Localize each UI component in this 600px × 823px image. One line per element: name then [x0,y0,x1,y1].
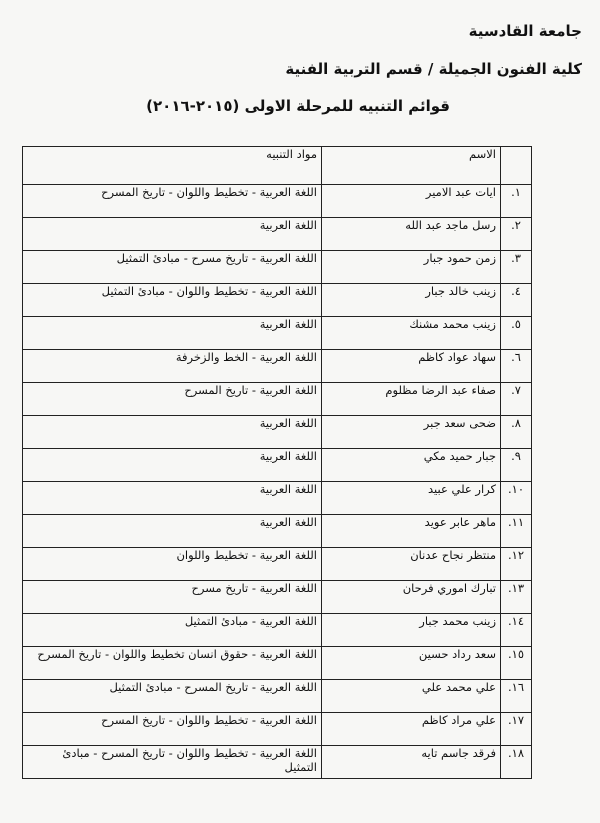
table-row [23,581,532,614]
row-number: .٨ [501,416,532,449]
table-row [23,383,532,416]
row-number: .١٦ [501,680,532,713]
number-column-header [501,147,532,185]
row-number: .١١ [501,515,532,548]
row-number: .١٠ [501,482,532,515]
warning-subjects: اللغة العربية - تخطيط واللوان [23,548,322,581]
student-name: فرقد جاسم تايه [322,746,501,779]
student-name: كرار علي عبيد [322,482,501,515]
table-row [23,185,532,218]
table-row [23,350,532,383]
warning-subjects: اللغة العربية [23,416,322,449]
warning-subjects: اللغة العربية - مبادئ التمثيل [23,614,322,647]
student-name: زمن حمود جبار [322,251,501,284]
list-title: قوائم التنبيه للمرحلة الاولى (٢٠١٥-٢٠١٦) [146,97,450,115]
warning-subjects: اللغة العربية - تخطيط واللوان - تاريخ المسرح [23,185,322,218]
warning-subjects: اللغة العربية - تاريخ المسرح - مبادئ التمثيل [23,680,322,713]
table-row [23,482,532,515]
student-name: ايات عبد الامير [322,185,501,218]
table-row [23,713,532,746]
warning-subjects: اللغة العربية [23,482,322,515]
table-row [23,218,532,251]
name-column-header: الاسم [322,147,501,185]
student-name: ضحى سعد جبر [322,416,501,449]
student-name: منتظر نجاح عدنان [322,548,501,581]
table-row [23,284,532,317]
table-body [23,185,532,779]
student-name: سعد رداد حسين [322,647,501,680]
student-name: زينب محمد جبار [322,614,501,647]
table-row [23,416,532,449]
warning-subjects: اللغة العربية - تخطيط واللوان - تاريخ المسرح - مبادئ التمثيل [23,746,322,779]
table-header-row [23,147,532,185]
warning-subjects: اللغة العربية [23,449,322,482]
table-row [23,548,532,581]
row-number: .١٣ [501,581,532,614]
college-department: كلية الفنون الجميلة / قسم التربية الفنية [285,60,582,78]
student-name: جبار حميد مكي [322,449,501,482]
row-number: .٣ [501,251,532,284]
table-row [23,251,532,284]
subjects-column-header: مواد التنبيه [23,147,322,185]
table-row [23,515,532,548]
row-number: .٤ [501,284,532,317]
student-name: زينب محمد مشنك [322,317,501,350]
warning-subjects: اللغة العربية - تاريخ مسرح [23,581,322,614]
table-row [23,317,532,350]
row-number: .٦ [501,350,532,383]
row-number: .١٢ [501,548,532,581]
row-number: .٩ [501,449,532,482]
row-number: .١٧ [501,713,532,746]
student-name: سهاد عواد كاظم [322,350,501,383]
warning-subjects: اللغة العربية - تخطيط واللوان - تاريخ المسرح [23,713,322,746]
warning-subjects: اللغة العربية [23,317,322,350]
row-number: .١٨ [501,746,532,779]
warning-subjects: اللغة العربية [23,515,322,548]
table-row [23,449,532,482]
row-number: .٧ [501,383,532,416]
row-number: .٢ [501,218,532,251]
table-row [23,647,532,680]
warning-subjects: اللغة العربية - الخط والزخرفة [23,350,322,383]
student-name: علي مراد كاظم [322,713,501,746]
row-number: .١ [501,185,532,218]
student-name: ماهر عابر عويد [322,515,501,548]
student-name: تبارك اموري فرحان [322,581,501,614]
student-name: زينب خالد جبار [322,284,501,317]
table-row [23,746,532,779]
student-name: علي محمد علي [322,680,501,713]
warning-subjects: اللغة العربية - تاريخ المسرح [23,383,322,416]
warning-list-table [22,146,532,779]
warning-subjects: اللغة العربية - تخطيط واللوان - مبادئ التمثيل [23,284,322,317]
table-row [23,680,532,713]
warning-subjects: اللغة العربية - حقوق انسان تخطيط واللوان - تاريخ المسرح [23,647,322,680]
university-name: جامعة القادسية [468,22,582,40]
warning-subjects: اللغة العربية [23,218,322,251]
row-number: .١٥ [501,647,532,680]
row-number: .٥ [501,317,532,350]
student-name: صفاء عبد الرضا مظلوم [322,383,501,416]
warning-subjects: اللغة العربية - تاريخ مسرح - مبادئ التمثيل [23,251,322,284]
student-name: رسل ماجد عبد الله [322,218,501,251]
row-number: .١٤ [501,614,532,647]
table-row [23,614,532,647]
